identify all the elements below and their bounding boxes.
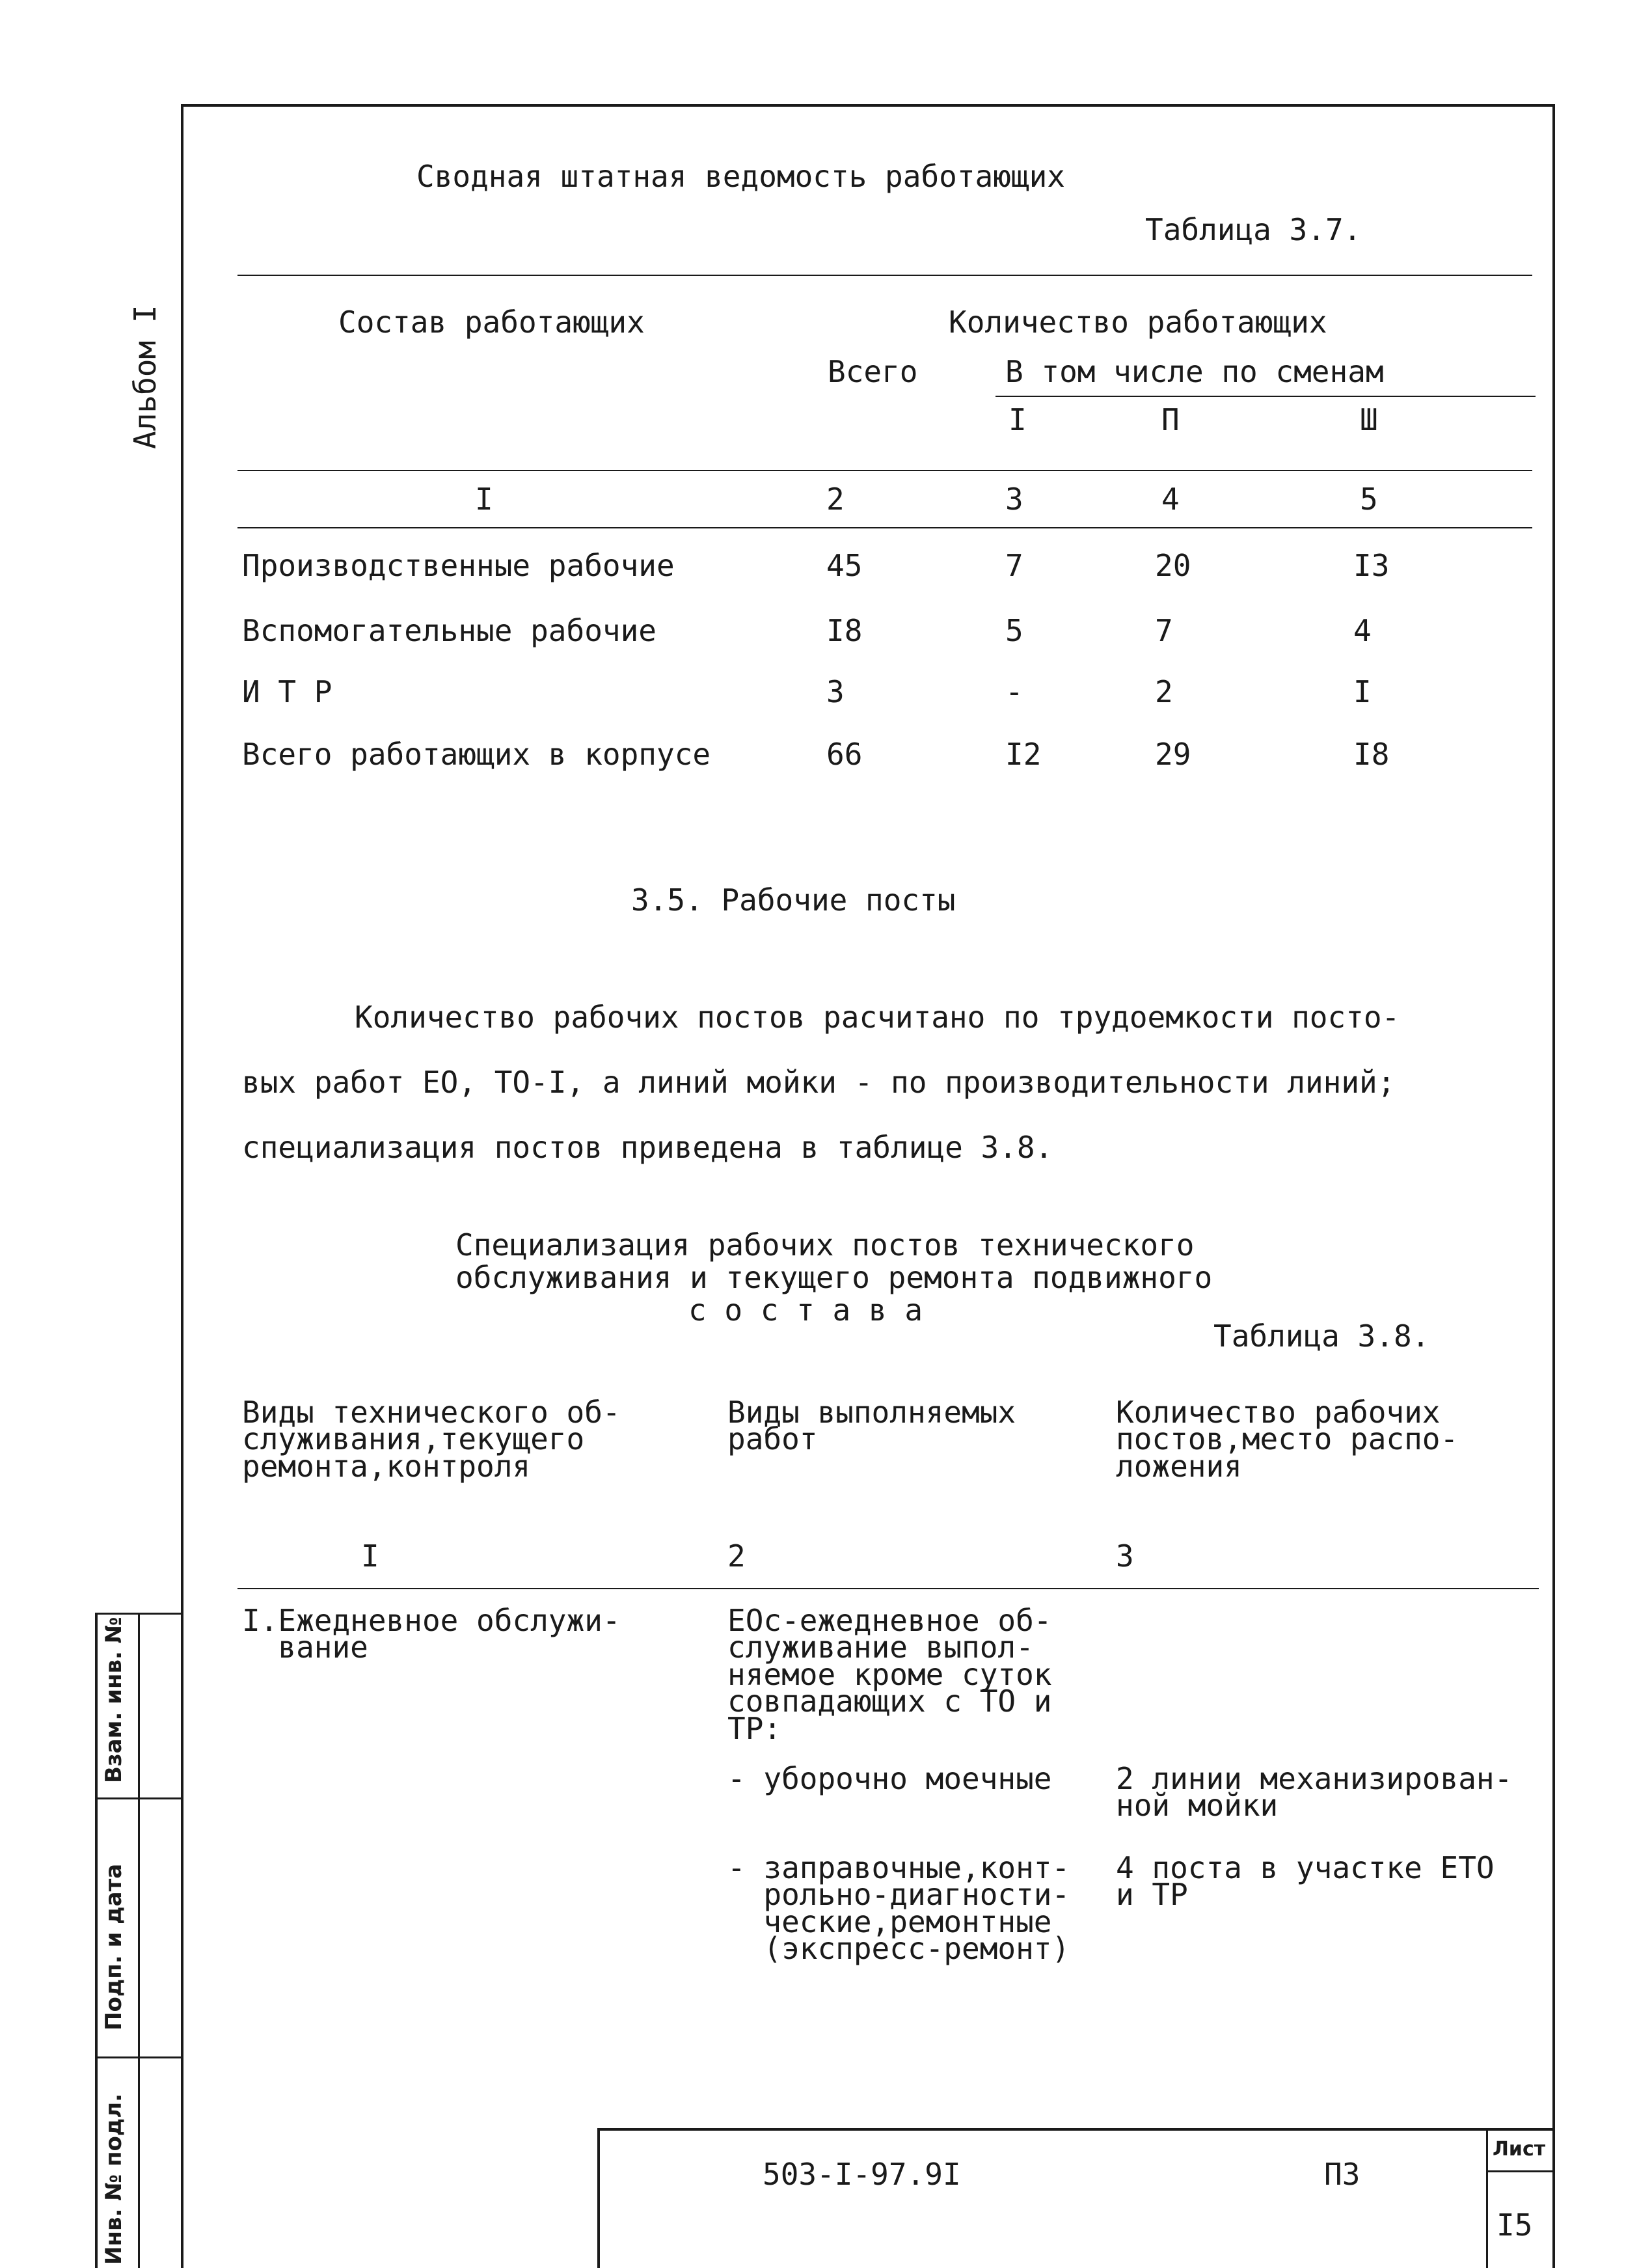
side-stamp-divider [138, 1613, 140, 2268]
table-3-8-heading-line-2: обслуживания и текущего ремонта подвижного [455, 1260, 1213, 1295]
row-total: 66 [826, 737, 863, 772]
side-stamp-sep-2 [95, 2056, 183, 2058]
row-shift-2: 29 [1155, 737, 1191, 772]
sheet-cell-left [1486, 2128, 1488, 2268]
frame-left-border [181, 104, 183, 2268]
table-3-7-heading: Сводная штатная ведомость работающих [416, 159, 1065, 194]
table-3-7-label: Таблица 3.7. [1145, 212, 1362, 247]
t38-numbers-rule [237, 1588, 1539, 1589]
row-name: Производственные рабочие [242, 548, 675, 583]
sheet-cell-divider [1486, 2170, 1555, 2172]
col-total-header: Всего [828, 354, 918, 389]
row1-item2-posts: 4 поста в участке ЕТО и ТР [1116, 1850, 1495, 1913]
t38-column-number-2: 2 [727, 1538, 746, 1574]
row-shift-3: I8 [1353, 737, 1390, 772]
frame-top-border [181, 104, 1555, 107]
row-shift-2: 7 [1155, 613, 1173, 648]
frame-right-border [1552, 104, 1555, 2268]
row1-item1-work: - уборочно моечные [727, 1761, 1052, 1796]
column-number-4: 4 [1161, 482, 1180, 517]
col-quantity-header: Количество работающих [949, 305, 1327, 340]
title-block-left [597, 2128, 600, 2268]
col-shifts-header: В том числе по сменам [1005, 354, 1384, 389]
side-stamp-top [95, 1613, 183, 1615]
side-label-vzam-inv: Взам. инв. № [101, 1617, 127, 1783]
side-stamp-sep-1 [95, 1797, 183, 1799]
row1-item1-posts: 2 линии механизирован- ной мойки [1116, 1761, 1513, 1824]
column-number-1: I [475, 482, 493, 517]
header-bottom-rule [237, 470, 1532, 471]
row-name: Всего работающих в корпусе [242, 737, 711, 772]
col2-header: Виды выполняемых работ [727, 1395, 1016, 1457]
side-label-podp-data: Подп. и дата [101, 1863, 127, 2030]
side-label-inv-podl: Инв. № подл. [101, 2093, 127, 2265]
sheet-number: I5 [1496, 2207, 1533, 2243]
shift-number-2: П [1161, 402, 1180, 437]
section-paragraph-line-3: специализация постов приведена в таблице 3.8. [242, 1130, 1053, 1165]
title-block-top [597, 2128, 1555, 2131]
row-shift-1: 5 [1005, 613, 1023, 648]
row1-item2-work: - заправочные,конт- рольно-диагности- ческие,ремонтные (экспресс-ремонт) [727, 1850, 1070, 1967]
column-number-5: 5 [1360, 482, 1378, 517]
row-total: I8 [826, 613, 863, 648]
document-type: ПЗ [1324, 2157, 1361, 2192]
side-stamp-outer-left [95, 1613, 98, 2268]
table-3-8-heading-line-3: с о с т а в а [688, 1292, 923, 1328]
row-shift-1: - [1005, 674, 1023, 709]
table-3-7-top-rule [237, 275, 1532, 276]
column-numbers-rule [237, 527, 1532, 528]
row1-service-type: I.Ежедневное обслужи- вание [242, 1603, 621, 1665]
row-shift-1: I2 [1005, 737, 1042, 772]
row-total: 3 [826, 674, 845, 709]
sheet-label: Лист [1493, 2138, 1546, 2161]
shift-number-3: Ш [1360, 402, 1378, 437]
row-total: 45 [826, 548, 863, 583]
col1-header: Виды технического об- служивания,текущего ремонта,контроля [242, 1395, 621, 1484]
shift-number-1: I [1009, 402, 1027, 437]
col-composition-header: Состав работающих [338, 305, 645, 340]
row-shift-3: I3 [1353, 548, 1390, 583]
row-shift-3: I [1353, 674, 1372, 709]
album-label: Альбом I [128, 305, 163, 449]
t38-column-number-3: 3 [1116, 1538, 1134, 1574]
section-3-5-title: 3.5. Рабочие посты [631, 882, 956, 918]
row-shift-2: 20 [1155, 548, 1191, 583]
row-name: И Т Р [242, 674, 332, 709]
row1-work-intro: ЕОс-ежедневное об- служивание выпол- няемое кроме суток совпадающих с ТО и ТР: [727, 1603, 1052, 1746]
section-paragraph-line-1: Количество рабочих постов расчитано по трудоемкости посто- [355, 1000, 1400, 1035]
column-number-2: 2 [826, 482, 845, 517]
shifts-underline [995, 396, 1536, 397]
column-number-3: 3 [1005, 482, 1023, 517]
row-shift-3: 4 [1353, 613, 1372, 648]
table-3-8-label: Таблица 3.8. [1213, 1318, 1430, 1354]
document-code: 503-I-97.9I [763, 2157, 961, 2192]
col3-header: Количество рабочих постов,место распо- ложения [1116, 1395, 1459, 1484]
row-name: Вспомогательные рабочие [242, 613, 657, 648]
section-paragraph-line-2: вых работ ЕО, ТО-I, а линий мойки - по производительности линий; [242, 1065, 1396, 1100]
table-3-8-heading-line-1: Специализация рабочих постов технического [455, 1227, 1195, 1263]
t38-column-number-1: I [361, 1538, 379, 1574]
row-shift-1: 7 [1005, 548, 1023, 583]
row-shift-2: 2 [1155, 674, 1173, 709]
